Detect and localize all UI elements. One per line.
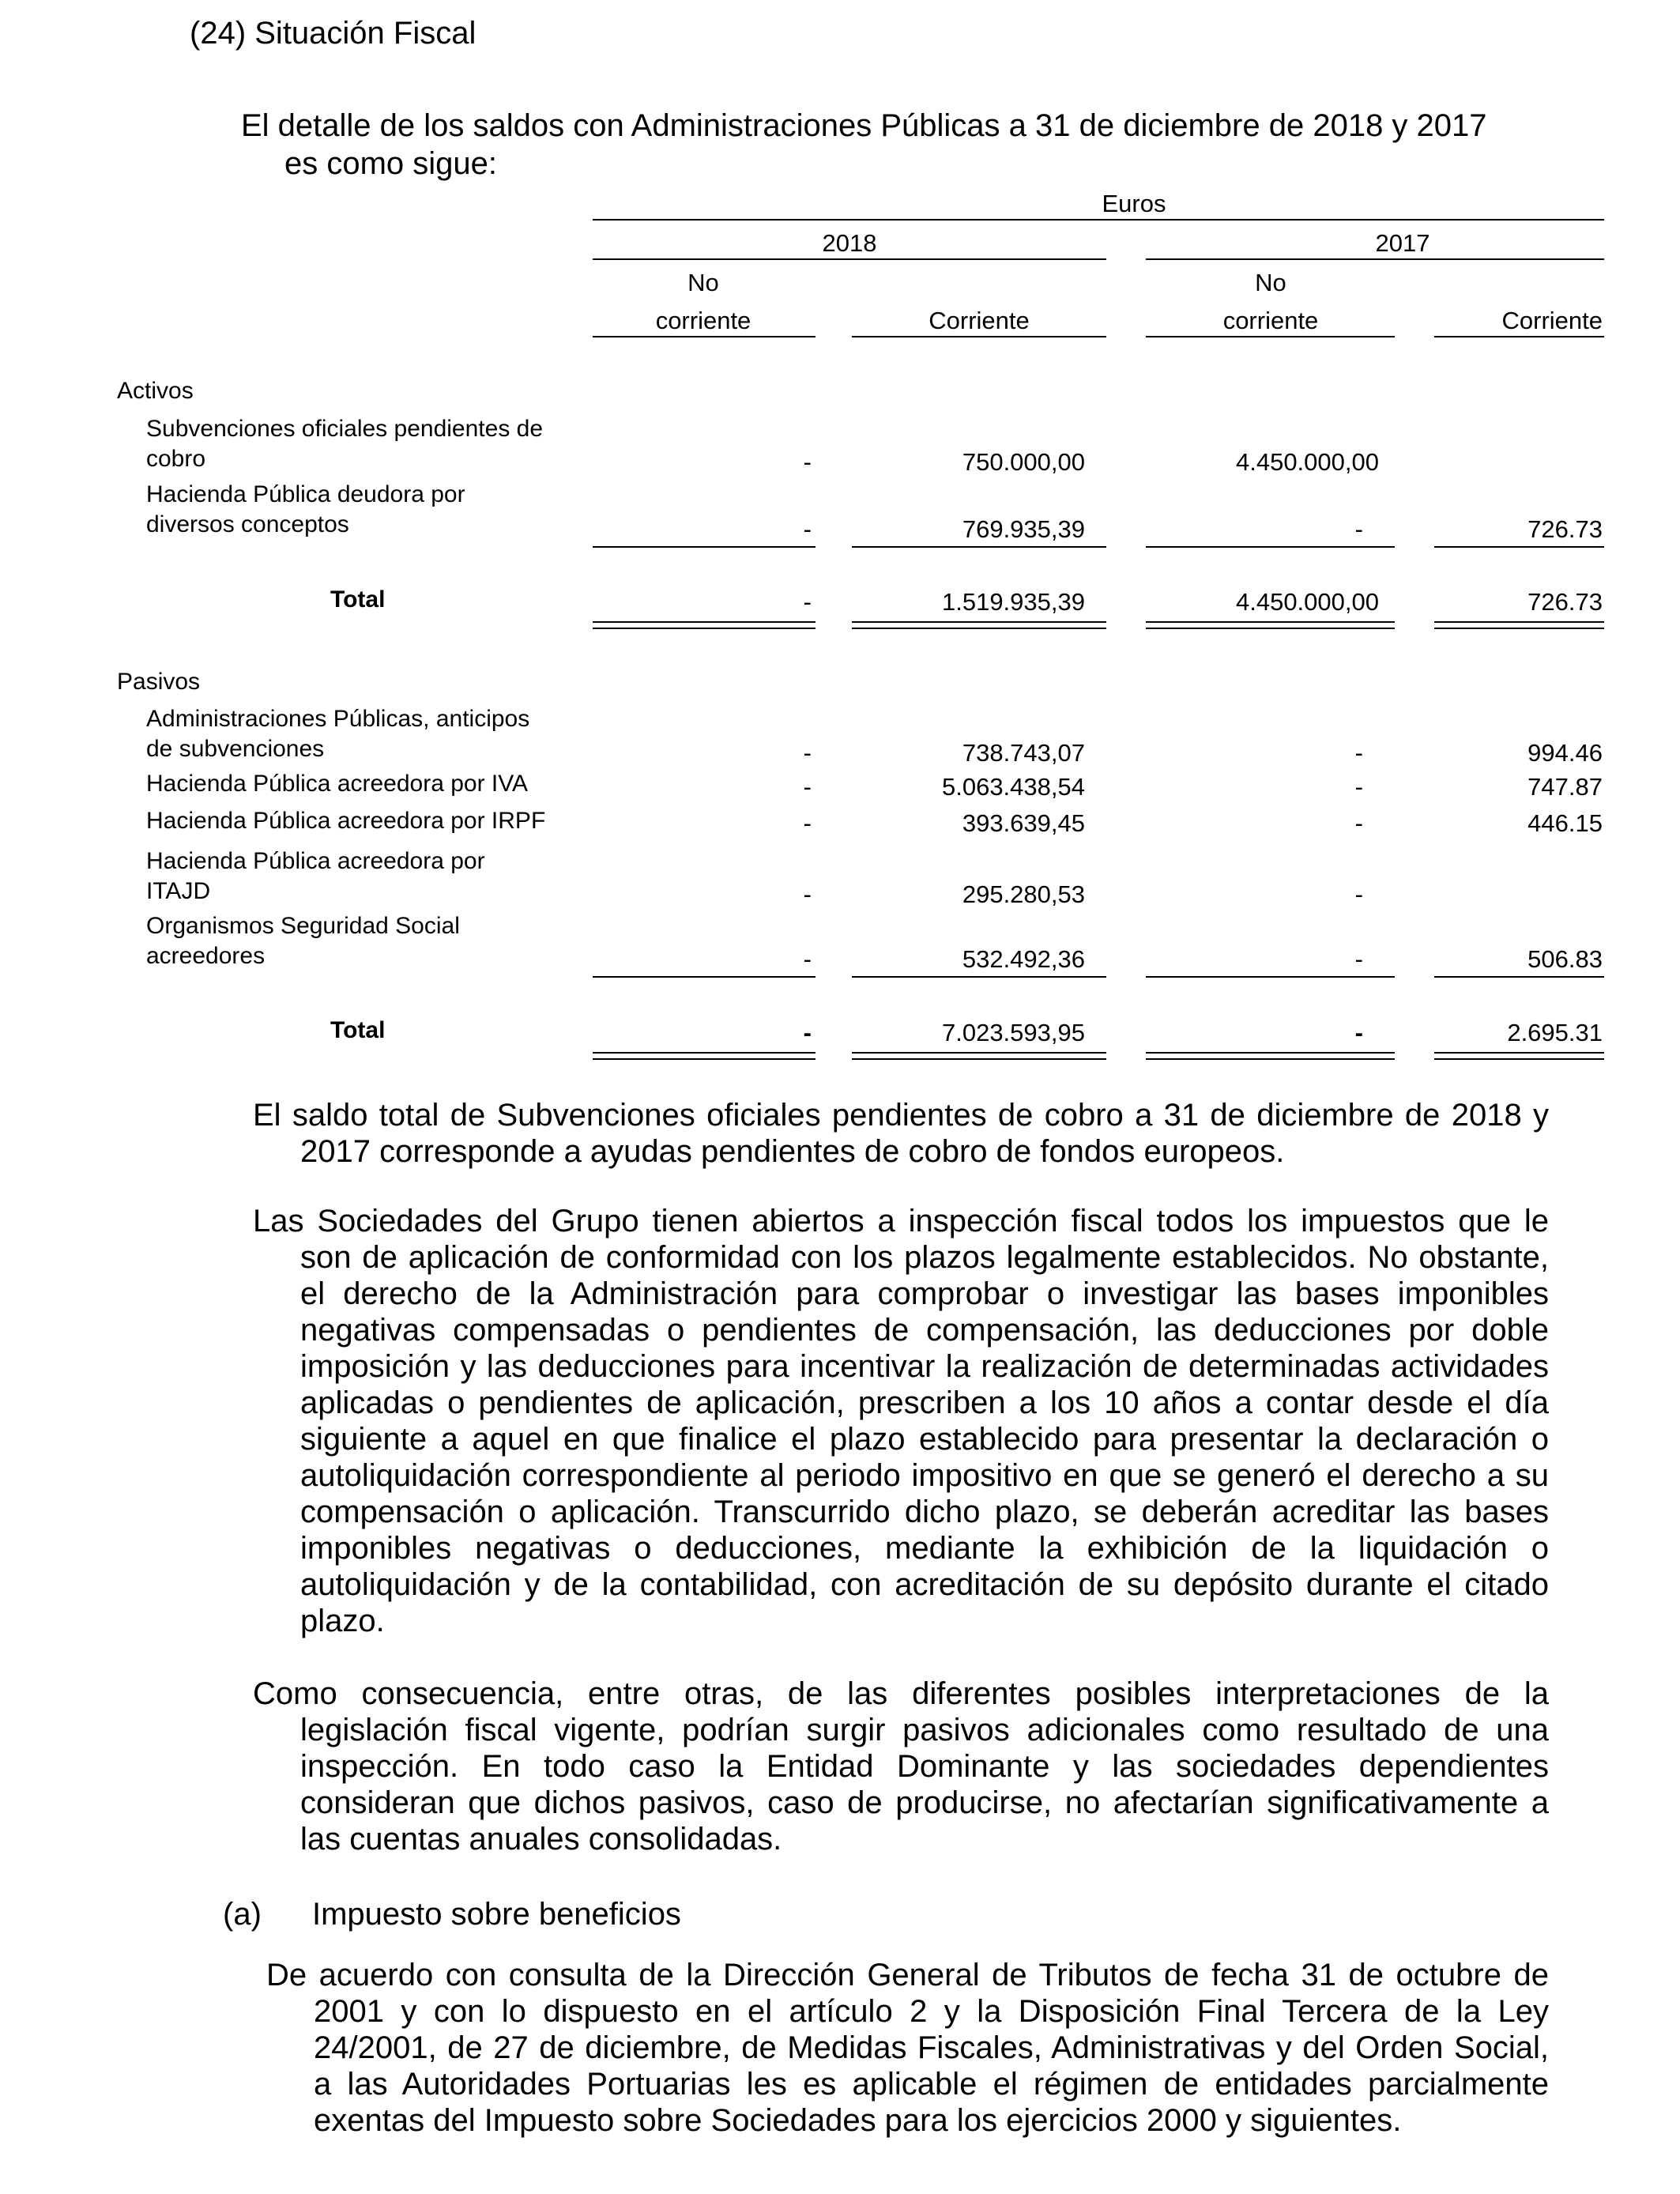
cell-value: 769.935,39: [962, 515, 1085, 543]
subsection-title: Impuesto sobre beneficios: [312, 1897, 681, 1932]
intro-text: [241, 107, 1487, 183]
col-no-corriente-2018: corriente: [655, 307, 751, 334]
double-rule: [1146, 621, 1395, 629]
cell-value: -: [1354, 880, 1363, 908]
double-rule: [1434, 1052, 1604, 1060]
col-no-2017: No: [1255, 269, 1286, 296]
pasivos-total-value: -: [803, 1019, 812, 1046]
currency-header: Euros: [1102, 190, 1166, 217]
cell-value: 738.743,07: [962, 739, 1085, 767]
rule: [1434, 546, 1604, 548]
cell-value: -: [803, 448, 812, 476]
row-label: Organismos Seguridad Social acreedores: [146, 913, 460, 969]
col-no-2018: No: [687, 269, 719, 296]
activos-total-label: Total: [330, 586, 386, 613]
row-label: Administraciones Públicas, anticipos de subvenciones: [146, 706, 530, 762]
cell-value: -: [1354, 945, 1363, 973]
row-label: Hacienda Pública acreedora por ITAJD: [146, 848, 485, 904]
cell-value: -: [803, 515, 812, 543]
rule: [852, 976, 1106, 978]
cell-value: -: [803, 945, 812, 973]
paragraph-impuesto: De acuerdo con consulta de la Dirección General de Tributos de fecha 31 de octubre de 2001 y con lo dispuesto en el artículo 2 y la Disposición Final Tercera de la Ley 24/2001, de 27 de diciembre, de Medidas Fiscales, Administrativas y del Orden Social, a las Autoridades Portuarias les es aplicable el régimen de entidades parcialmente exentas del Impuesto sobre Sociedades para los ejercicios 2000 y siguientes.: [266, 1958, 1549, 2138]
rule: [1146, 546, 1395, 548]
paragraph-consecuencia: Como consecuencia, entre otras, de las diferentes posibles interpretaciones de la legislación fiscal vigente, podrían surgir pasivos adicionales como resultado de una inspección. En todo caso la Entidad Dominante y las sociedades dependientes consideran que dichos pasivos, caso de producirse, no afectarían significativamente a las cuentas anuales consolidadas.: [253, 1676, 1549, 1857]
cell-value: -: [1354, 739, 1363, 767]
pasivos-total-value: 7.023.593,95: [941, 1019, 1085, 1046]
double-rule: [1434, 621, 1604, 629]
cell-value: 532.492,36: [962, 945, 1085, 973]
cell-value: -: [803, 773, 812, 801]
cell-value: 295.280,53: [962, 880, 1085, 908]
paragraph-subvenciones: El saldo total de Subvenciones oficiales pendientes de cobro a 31 de diciembre de 2018 y 2017 corresponde a ayudas pendientes de cobro de fondos europeos.: [253, 1098, 1549, 1169]
rule: [593, 546, 816, 548]
pasivos-heading: Pasivos: [117, 669, 201, 695]
activos-total-value: 1.519.935,39: [941, 588, 1085, 616]
double-rule: [593, 621, 816, 629]
col-no-corriente-2017: corriente: [1222, 307, 1319, 334]
double-rule: [852, 1052, 1106, 1060]
cell-value: 726.73: [1527, 515, 1603, 543]
rule: [1434, 336, 1604, 337]
rule: [1146, 336, 1395, 337]
pasivos-total-label: Total: [330, 1017, 386, 1043]
activos-total-value: -: [803, 588, 812, 616]
pasivos-total-value: -: [1354, 1019, 1363, 1046]
cell-value: -: [803, 739, 812, 767]
activos-total-value: 4.450.000,00: [1235, 588, 1379, 616]
cell-value: 750.000,00: [962, 448, 1085, 476]
row-label: Hacienda Pública acreedora por IRPF: [146, 808, 546, 834]
cell-value: 4.450.000,00: [1235, 448, 1379, 476]
col-corriente-2017: Corriente: [1501, 307, 1603, 334]
intro-line-2: es como sigue:: [284, 146, 498, 181]
activos-heading: Activos: [117, 378, 194, 404]
cell-value: -: [803, 809, 812, 837]
cell-value: -: [1354, 809, 1363, 837]
cell-value: 506.83: [1527, 945, 1603, 973]
row-label: Hacienda Pública acreedora por IVA: [146, 771, 529, 797]
rule: [852, 336, 1106, 337]
pasivos-total-value: 2.695.31: [1507, 1019, 1603, 1046]
rule: [1146, 258, 1604, 260]
rule: [1434, 976, 1604, 978]
row-label: Subvenciones oficiales pendientes de cobro: [146, 416, 544, 472]
rule: [593, 219, 1604, 221]
rule: [593, 976, 816, 978]
cell-value: -: [1354, 515, 1363, 543]
row-label: Hacienda Pública deudora por diversos conceptos: [146, 481, 465, 537]
cell-value: 747.87: [1527, 773, 1603, 801]
activos-total-value: 726.73: [1527, 588, 1603, 616]
intro-line-1: El detalle de los saldos con Administraciones Públicas a 31 de diciembre de 2018 y 2017: [241, 108, 1487, 143]
year-2017-header: 2017: [1375, 229, 1430, 257]
col-corriente-2018: Corriente: [929, 307, 1030, 334]
double-rule: [852, 621, 1106, 629]
rule: [593, 336, 816, 337]
cell-value: 393.639,45: [962, 809, 1085, 837]
rule: [1146, 976, 1395, 978]
cell-value: 994.46: [1527, 739, 1603, 767]
subsection-marker: (a): [223, 1897, 262, 1932]
year-2018-header: 2018: [822, 229, 877, 257]
cell-value: -: [1354, 773, 1363, 801]
rule: [852, 546, 1106, 548]
rule: [593, 258, 1106, 260]
cell-value: 446.15: [1527, 809, 1603, 837]
cell-value: -: [803, 880, 812, 908]
paragraph-inspeccion: Las Sociedades del Grupo tienen abiertos a inspección fiscal todos los impuestos que le son de aplicación de conformidad con los plazos legalmente establecidos. No obstante, el derecho de la Administración para comprobar o investigar las bases imponibles negativas compensadas o pendientes de compensación, las deducciones por doble imposición y las deducciones para incentivar la realización de determinadas actividades aplicadas o pendientes de aplicación, prescriben a los 10 años a contar desde el día siguiente a aquel en que finalice el plazo establecido para presentar la declaración o autoliquidación correspondiente al periodo impositivo en que se generó el derecho a su compensación o aplicación. Transcurrido dicho plazo, se deberán acreditar las bases imponibles negativas o deducciones, mediante la exhibición de la liquidación o autoliquidación y de la contabilidad, con acreditación de su depósito durante el citado plazo.: [253, 1204, 1549, 1638]
double-rule: [593, 1052, 816, 1060]
double-rule: [1146, 1052, 1395, 1060]
cell-value: 5.063.438,54: [941, 773, 1085, 801]
section-title: (24) Situación Fiscal: [190, 16, 477, 51]
